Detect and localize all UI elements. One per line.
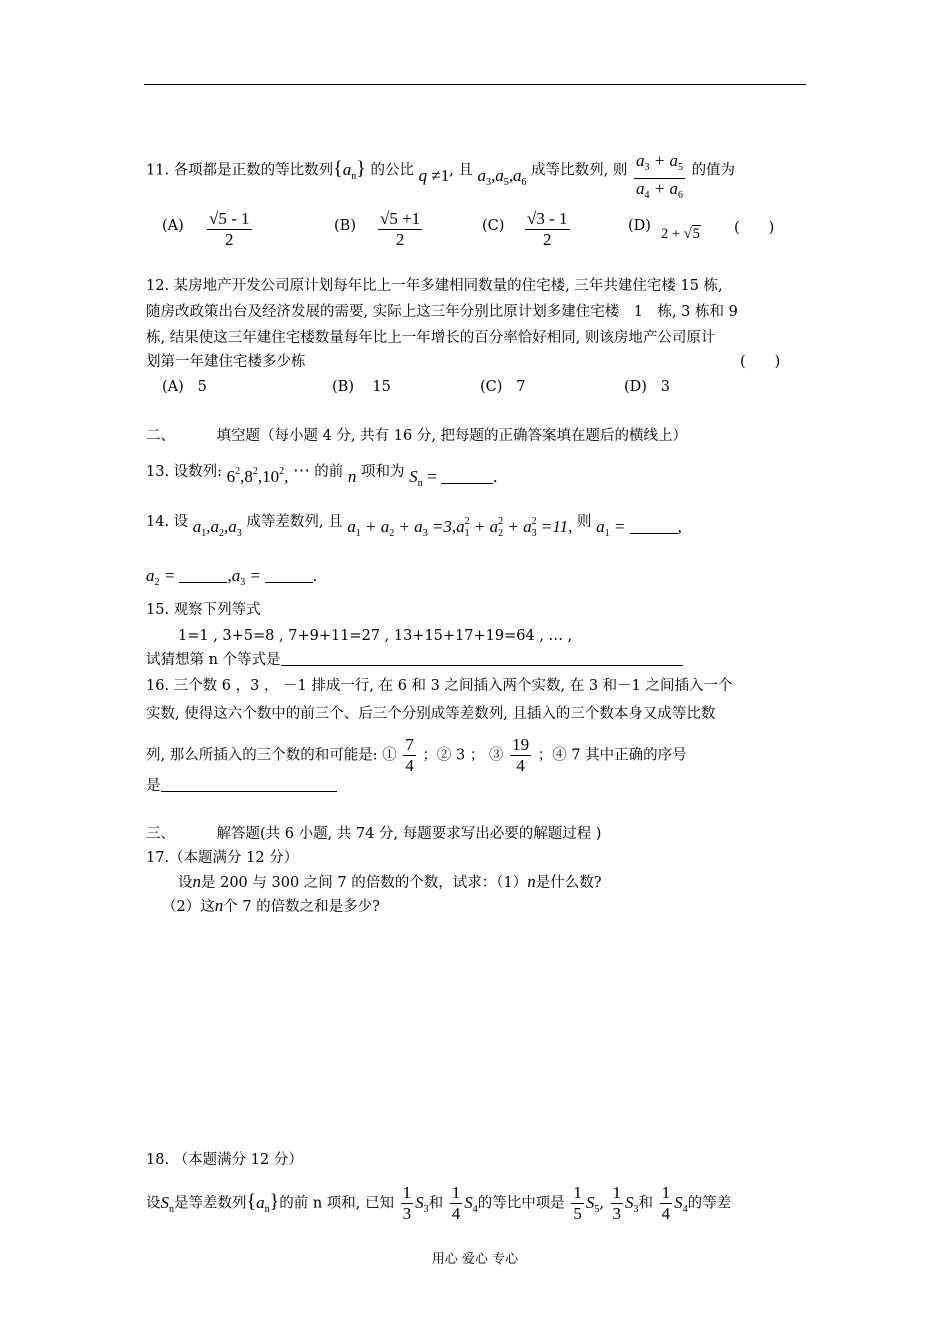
q15-title: 15. 观察下列等式: [146, 602, 261, 618]
q11-option-a-value: $\frac{√5 - 1}{2}$: [209, 209, 250, 249]
question-13: 13. 设数列: $6^2,8^2,10^2$, ⋯ 的前 n 项和为 $S_n$ = .: [146, 461, 498, 489]
q12-option-d: (D) 3: [624, 379, 671, 395]
q11-answer-paren: ( ): [734, 220, 775, 236]
question-11: 11. 各项都是正数的等比数列$\{a_n\}$ 的公比 q ≠1, 且 $a_3,a_5,a_6$ 成等比数列, 则 $\frac{a_3 + a_5}{a_4 + a_6}$ 的值为: [146, 151, 736, 201]
q12-line-1: 12. 某房地产开发公司原计划每年比上一年多建相同数量的住宅楼, 三年共建住宅楼 15 栋,: [146, 278, 723, 294]
q18-line-1: 设$S_n$是等差数列$\{a_n\}$的前 n 项和, 已知 $\frac{1}{3}$ $S_3$和 $\frac{1}{4}$ $S_4$的等比中项是 $\frac{1}{5}$ $S_5$, $\frac{1}{3}$ $S_3$和 $\frac{1}{4}$ $S_4$的等差: [146, 1183, 732, 1223]
q11-option-d-value: 2 + √5: [661, 226, 700, 242]
q18-title: 18. （本题满分 12 分）: [146, 1152, 303, 1168]
q11-option-b-value: $\frac{√5 +1}{2}$: [380, 209, 421, 249]
q16-line-3: 列, 那么所插入的三个数的和可能是: ① $\frac{7}{4}$ ；② 3 ； ③ $\frac{19}{4}$ ；④ 7 其中正确的序号: [146, 735, 687, 775]
q11-option-d: (D): [628, 218, 651, 234]
q16-line-4: 是: [146, 776, 337, 796]
question-14-cont: $a_2 = ,a_3$ = .: [146, 566, 318, 588]
q16-line-2: 实数, 使得这六个数中的前三个、后三个分别成等差数列, 且插入的三个数本身又成等比数: [146, 706, 716, 722]
question-14: 14. 设 $a_1,a_2,a_3$ 成等差数列, 且 $a_1 + a_2 + a_3 =3,a_1^2 + a_2^2 + a_3^2 =11$, 则 $a_1$ = ,: [146, 514, 682, 539]
q12-option-a: (A) 5: [162, 379, 207, 395]
section-2-heading: 二、 填空题（每小题 4 分, 共有 16 分, 把每题的正确答案填在题后的横线上）: [146, 428, 688, 444]
page-footer: 用心 爱心 专心: [431, 1252, 519, 1267]
q12-line-4: 划第一年建住宅楼多少栋: [146, 354, 306, 370]
q15-equations: 1=1 , 3+5=8 , 7+9+11=27 , 13+15+17+19=64 , … ,: [178, 628, 573, 644]
q12-answer-paren: ( ): [740, 354, 781, 370]
section-3-heading: 三、 解答题(共 6 小题, 共 74 分, 每题要求写出必要的解题过程 ): [146, 826, 602, 842]
q12-option-c: (C) 7: [480, 379, 526, 395]
q11-option-c: (C): [482, 218, 505, 234]
header-rule: [144, 84, 806, 85]
q15-guess: 试猜想第 n 个等式是: [146, 650, 683, 670]
q12-option-b: (B) 15: [332, 379, 391, 395]
q11-option-a: (A): [162, 218, 184, 234]
q17-line-1: 设n是 200 与 300 之间 7 的倍数的个数，试求：（1）n是什么数?: [178, 872, 602, 891]
q17-line-2: （2）这n个 7 的倍数之和是多少?: [162, 896, 380, 915]
q12-line-2: 随房改政策出台及经济发展的需要, 实际上这三年分别比原计划多建住宅楼 1 栋, 3 栋和 9: [146, 304, 738, 320]
q11-option-b: (B): [334, 218, 356, 234]
q17-title: 17.（本题满分 12 分）: [146, 850, 299, 866]
q12-line-3: 栋, 结果使这三年建住宅楼数量每年比上一年增长的百分率恰好相同, 则该房地产公司原计: [146, 330, 716, 346]
q16-line-1: 16. 三个数 6 ，3 ， －1 排成一行, 在 6 和 3 之间插入两个实数, 在 3 和－1 之间插入一个: [146, 678, 733, 694]
q11-option-c-value: $\frac{√3 - 1}{2}$: [527, 209, 568, 249]
